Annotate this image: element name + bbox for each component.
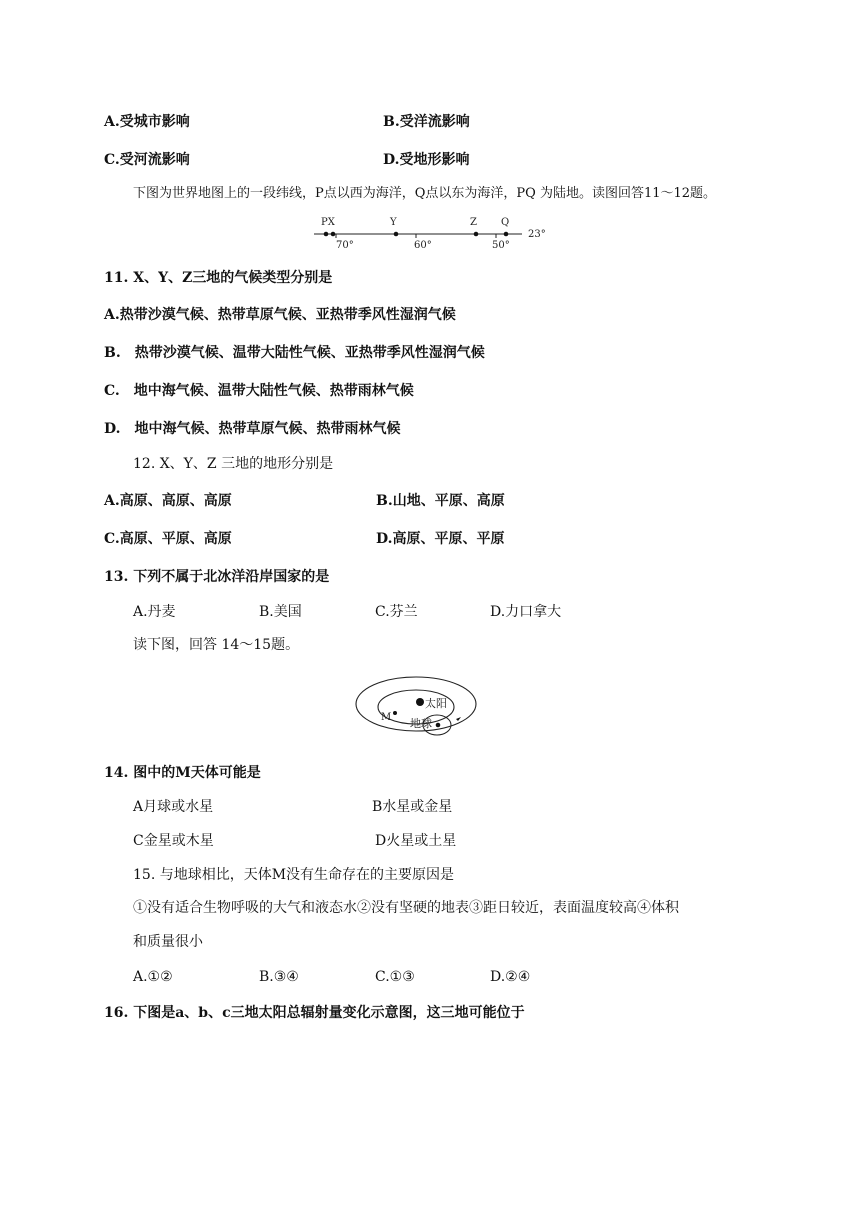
point-y — [394, 232, 399, 237]
intro-14-15: 读下图，回答 14～15题。 — [133, 637, 300, 653]
q16-stem: 16. 下图是a、b、c三地太阳总辐射量变化示意图，这三地可能位于 — [104, 1005, 525, 1021]
earth-label: 地球 — [410, 717, 432, 730]
q15-statements-line1: ①没有适合生物呼吸的大气和液态水②没有坚硬的地表③距日较近，表面温度较高④体积 — [133, 900, 679, 916]
m-label: M — [381, 712, 392, 723]
q14-option-b: B水星或金星 — [372, 799, 453, 815]
q10-option-a: A.受城市影响 — [104, 114, 190, 130]
q13-option-b: B.美国 — [259, 604, 302, 620]
q11-option-a: A.热带沙漠气候、热带草原气候、亚热带季风性湿润气候 — [104, 307, 456, 323]
q12-option-b: B.山地、平原、高原 — [376, 493, 505, 509]
q11-option-c: C. 地中海气候、温带大陆性气候、热带雨林气候 — [104, 383, 414, 399]
q12-option-d: D.高原、平原、平原 — [376, 531, 505, 547]
sun-dot — [416, 698, 424, 706]
q15-option-a: A.①② — [133, 969, 173, 985]
point-x — [331, 232, 336, 237]
label-23: 23° — [528, 229, 546, 240]
q15-option-d: D.②④ — [490, 969, 531, 985]
label-50: 50° — [492, 240, 510, 251]
label-y: Y — [390, 217, 397, 228]
orbit-figure — [352, 670, 482, 742]
q11-stem: 11. X、Y、Z三地的气候类型分别是 — [104, 270, 333, 286]
q14-option-c: C金星或木星 — [133, 833, 214, 849]
label-70: 70° — [336, 240, 354, 251]
point-z — [474, 232, 479, 237]
q15-statements-line2: 和质量很小 — [133, 934, 203, 950]
label-60: 60° — [414, 240, 432, 251]
q14-option-a: A月球或水星 — [133, 799, 214, 815]
earth-dot — [436, 723, 441, 728]
q13-option-d: D.力口拿大 — [490, 604, 562, 620]
q12-option-a: A.高原、高原、高原 — [104, 493, 232, 509]
m-dot — [393, 711, 397, 715]
q12-stem: 12. X、Y、Z 三地的地形分别是 — [133, 456, 334, 472]
q15-stem: 15. 与地球相比，天体M没有生命存在的主要原因是 — [133, 867, 455, 883]
orbit-direction-arrow — [456, 717, 461, 721]
q13-option-a: A.丹麦 — [133, 604, 176, 620]
q13-stem: 13. 下列不属于北冰洋沿岸国家的是 — [104, 569, 330, 585]
q12-option-c: C.高原、平原、高原 — [104, 531, 232, 547]
q10-option-c: C.受河流影响 — [104, 152, 190, 168]
sun-label: 太阳 — [425, 697, 447, 710]
label-q: Q — [501, 217, 510, 228]
intro-11-12: 下图为世界地图上的一段纬线，P点以西为海洋，Q点以东为海洋，PQ 为陆地。读图回答11～12题。 — [133, 186, 717, 201]
q14-stem: 14. 图中的M天体可能是 — [104, 765, 261, 781]
point-p — [324, 232, 329, 237]
q10-option-d: D.受地形影响 — [383, 152, 470, 168]
q15-option-b: B.③④ — [259, 969, 299, 985]
latitude-line-figure — [300, 205, 560, 257]
label-px: PX — [321, 217, 335, 228]
q13-option-c: C.芬兰 — [375, 604, 418, 620]
q10-option-b: B.受洋流影响 — [383, 114, 470, 130]
label-z: Z — [470, 217, 477, 228]
q15-option-c: C.①③ — [375, 969, 415, 985]
q11-option-d: D. 地中海气候、热带草原气候、热带雨林气候 — [104, 421, 401, 437]
q11-option-b: B. 热带沙漠气候、温带大陆性气候、亚热带季风性湿润气候 — [104, 345, 485, 361]
q14-option-d: D火星或土星 — [375, 833, 457, 849]
point-q — [504, 232, 509, 237]
